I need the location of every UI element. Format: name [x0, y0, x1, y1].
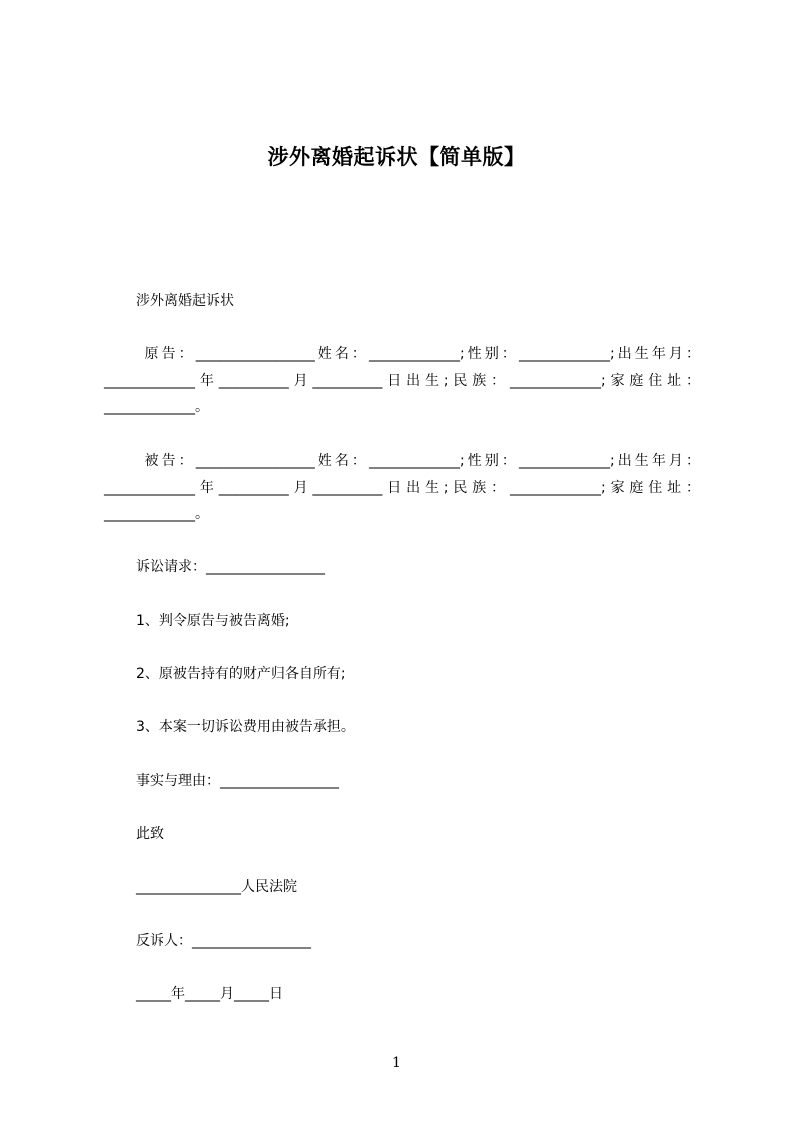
plaintiff-info: 原告：_________________姓名：_____________;性别：_____________;出生年月：_____________年__________月__________日出生;民族：_____________;家庭住址：_____________。 — [104, 346, 700, 415]
facts-label: 事实与理由：_________________ — [136, 773, 339, 789]
counter-plaintiff-line: 反诉人：_________________ — [136, 933, 311, 949]
section-heading: 涉外离婚起诉状 — [136, 293, 234, 309]
date-line: _____年_____月_____日 — [136, 986, 283, 1002]
page-number: 1 — [392, 1055, 401, 1071]
claim-item-2: 2、原被告持有的财产归各自所有; — [136, 666, 346, 682]
claim-item-3: 3、本案一切诉讼费用由被告承担。 — [136, 719, 355, 735]
salutation: 此致 — [136, 826, 164, 842]
claims-label: 诉讼请求：_________________ — [136, 559, 325, 575]
claim-item-1: 1、判令原告与被告离婚; — [136, 613, 290, 629]
court-line: _______________人民法院 — [136, 879, 297, 895]
document-title: 涉外离婚起诉状【简单版】 — [267, 145, 526, 169]
defendant-info: 被告：_________________姓名：_____________;性别：_____________;出生年月：_____________年__________月__________日出生;民族：_____________;家庭住址：_____________。 — [104, 453, 700, 522]
